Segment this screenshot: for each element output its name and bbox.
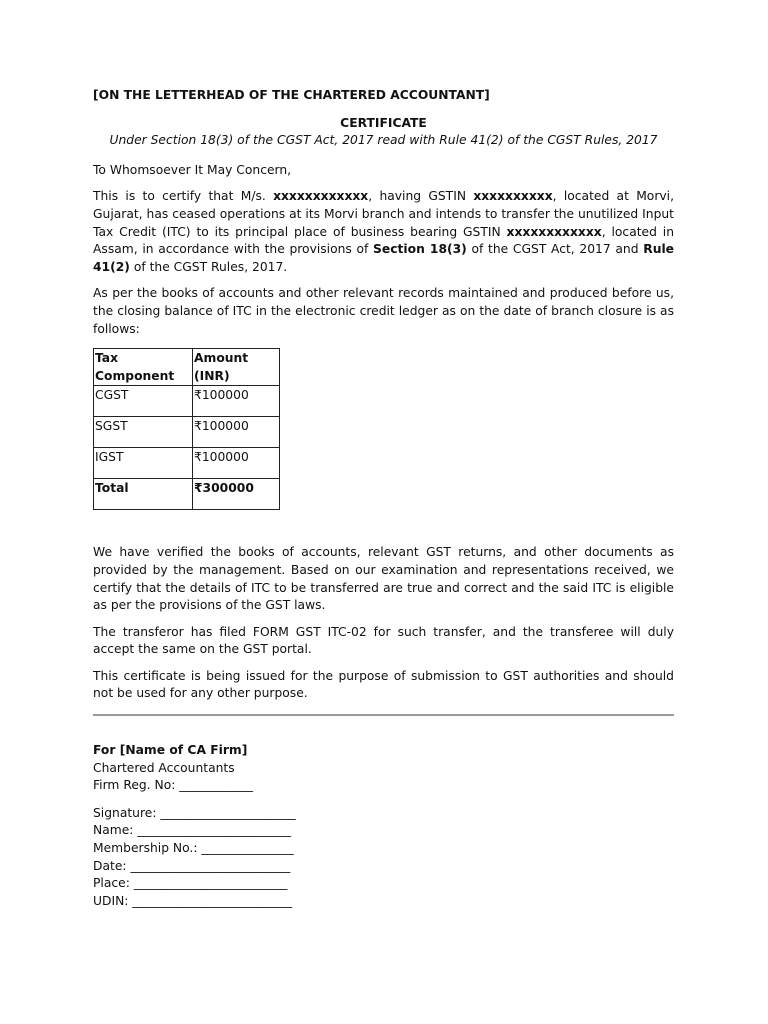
firm-designation: Chartered Accountants <box>93 760 235 775</box>
gstin-morvi: xxxxxxxxxx <box>473 189 553 204</box>
cell-component: SGST <box>94 417 193 448</box>
rule-reference: Rule 41(2) <box>93 242 674 274</box>
date-field: Date: __________________________ <box>93 858 291 873</box>
total-amount: ₹300000 <box>193 479 280 510</box>
cell-component: CGST <box>94 386 193 417</box>
para1-text-2: , having GSTIN <box>368 189 474 204</box>
membership-field: Membership No.: _______________ <box>93 841 294 856</box>
para1-text-4: , located in Assam, in accordance with the provisions of <box>93 224 674 257</box>
entity-name: xxxxxxxxxxxx <box>273 189 369 204</box>
cell-amount: ₹100000 <box>193 448 280 479</box>
itc02-paragraph: The transferor has filed FORM GST ITC-02 for such transfer, and the transferee will duly accept the same on the GST portal. <box>93 624 674 657</box>
purpose-paragraph: This certificate is being issued for the purpose of submission to GST authorities and should not be used for any other purpose. <box>93 668 674 701</box>
para1-text-3: , located at Morvi, Gujarat, has ceased operations at its Morvi branch and intends to transfer the unutilized Input Tax Credit (ITC) to its principal place of business bearing GSTIN <box>93 189 674 239</box>
place-field: Place: _________________________ <box>93 876 288 891</box>
ledger-paragraph: As per the books of accounts and other relevant records maintained and produced before us, the closing balance of ITC in the electronic credit ledger as on the date of branch closure is as follows: <box>93 286 674 336</box>
table-header-row <box>94 349 280 386</box>
para1-text-6: of the CGST Rules, 2017. <box>129 259 288 274</box>
para1-text-5: of the CGST Act, 2017 and <box>466 242 644 257</box>
table-row <box>94 448 280 479</box>
cell-component: IGST <box>94 448 193 479</box>
verification-paragraph: We have verified the books of accounts, relevant GST returns, and other documents as provided by the management. Based on our examination and representations received, we certify that the details of ITC to be transferred are true and correct and the said ITC is eligible as per the provisions of the GST laws. <box>93 545 674 613</box>
certificate-title: CERTIFICATE <box>340 115 427 130</box>
horizontal-divider <box>93 714 674 716</box>
salutation: To Whomsoever It May Concern, <box>93 162 292 177</box>
itc-balance-table <box>93 348 280 510</box>
gstin-assam: xxxxxxxxxxxx <box>506 224 602 239</box>
document-body <box>93 87 674 910</box>
firm-registration: Firm Reg. No: ____________ <box>93 778 254 793</box>
letterhead-placeholder: [ON THE LETTERHEAD OF THE CHARTERED ACCOUNTANT] <box>93 88 490 102</box>
certification-paragraph <box>93 188 674 276</box>
signature-field: Signature: ______________________ <box>93 805 296 820</box>
cell-amount: ₹100000 <box>193 417 280 448</box>
name-field: Name: _________________________ <box>93 823 292 838</box>
section-reference: Section 18(3) <box>373 242 467 257</box>
total-label: Total <box>94 479 193 510</box>
udin-field: UDIN: __________________________ <box>93 893 293 908</box>
firm-name: For [Name of CA Firm] <box>93 743 248 758</box>
signature-block <box>93 805 674 911</box>
table-total-row <box>94 479 280 510</box>
cell-amount: ₹100000 <box>193 386 280 417</box>
table-row <box>94 417 280 448</box>
para1-text-1: This is to certify that M/s. <box>93 189 274 204</box>
header-tax-component: Tax Component <box>94 349 193 386</box>
table-row <box>94 386 280 417</box>
certificate-subtitle: Under Section 18(3) of the CGST Act, 2017 read with Rule 41(2) of the CGST Rules, 2017 <box>109 133 658 148</box>
header-amount: Amount (INR) <box>193 349 280 386</box>
